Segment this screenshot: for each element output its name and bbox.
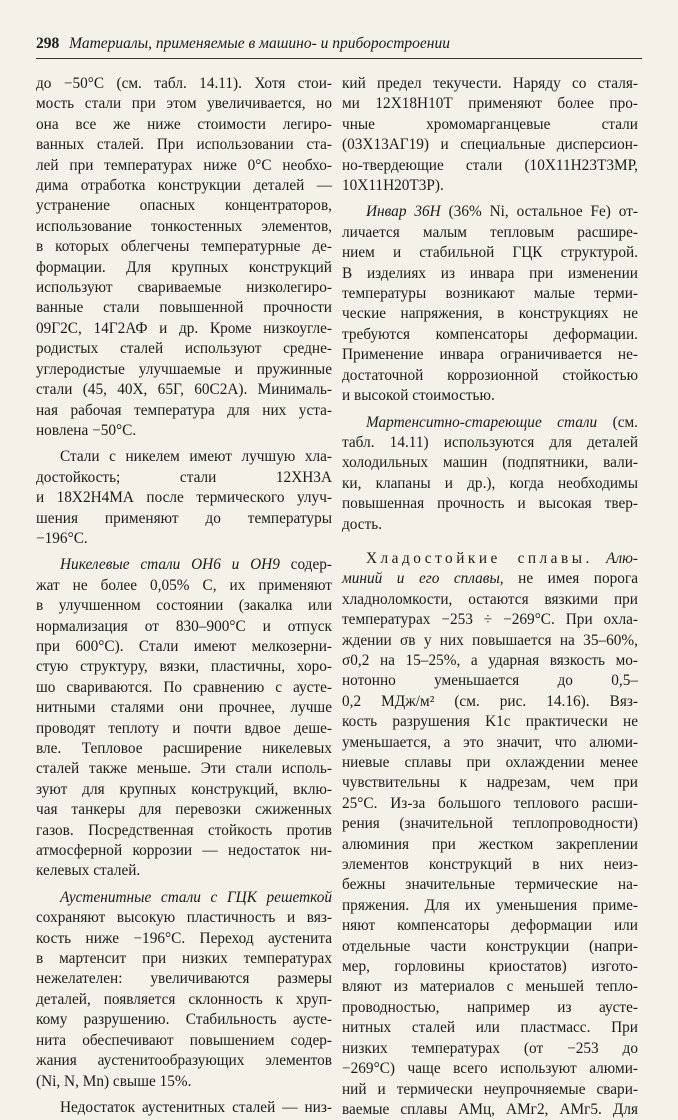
term-invar: Инвар 36Н bbox=[366, 203, 441, 221]
text-line: кому разрушению. Стабильность аусте- bbox=[36, 1011, 332, 1029]
paragraph-first-line: Инвар 36Н (36% Ni, остальное Fe) от- bbox=[366, 203, 639, 221]
text-line: Недостаток аустенитных сталей — низ- bbox=[60, 1098, 332, 1116]
text-line: и 18Х2Н4МА после термического улуч- bbox=[36, 489, 332, 507]
text-line: чные хромомарганцевые стали bbox=[342, 115, 638, 133]
text-line: сталей также меньше. Эти стали исполь- bbox=[36, 760, 332, 778]
paragraph-maraging bbox=[342, 413, 638, 535]
term-aluminium: Алю- bbox=[606, 549, 638, 567]
text-line: 09Г2С, 14Г2АФ и др. Кроме низкоугле- bbox=[36, 319, 332, 337]
paragraph-first-line: Мартенситно-стареющие стали (см. bbox=[366, 413, 638, 431]
text-line: в мартенсит при низких температурах bbox=[36, 950, 332, 968]
text-line: при 600°C). Стали имеют мелкозерни- bbox=[36, 637, 332, 655]
text-line: дость. bbox=[342, 515, 383, 533]
text-line: (03Х13АГ19) и специальные дисперсион- bbox=[342, 136, 638, 154]
text-line: новлена −50°C. bbox=[36, 421, 137, 439]
section-heading: Хладостойкие сплавы. bbox=[366, 549, 593, 567]
text-line: жат не более 0,05% C, их применяют bbox=[36, 576, 332, 594]
text-line: в которых облегчены температурные де- bbox=[36, 238, 332, 256]
text-line: (Ni, N, Mn) свыше 15%. bbox=[36, 1072, 192, 1090]
text-line: чувствительны к надрезам, чем при bbox=[342, 774, 638, 792]
text-line: ний и термически неупрочняемые свари- bbox=[342, 1080, 638, 1098]
text-line: уменьшается, а это значит, что алюми- bbox=[342, 733, 638, 751]
text-line: нитных сталей или пластмасс. При bbox=[342, 1019, 638, 1037]
text-line: бежны значительные термические на- bbox=[342, 876, 638, 894]
text-line: нотонно уменьшается до 0,5– bbox=[342, 672, 638, 690]
text-line: нита обеспечивают повышением содер- bbox=[36, 1031, 332, 1049]
text-line: рения (значительной теплопроводности) bbox=[342, 815, 638, 833]
text-line: личается малым тепловым расшире- bbox=[342, 223, 638, 241]
text-line: углеродистые улучшаемые и пружинные bbox=[36, 360, 332, 378]
section-heading-line bbox=[342, 549, 638, 569]
text-line: проводят теплоту и почти вдвое деше- bbox=[36, 719, 332, 737]
term-maraging: Мартенситно-стареющие стали bbox=[366, 413, 598, 431]
header-rule bbox=[36, 58, 642, 59]
text-line: нием и стабильной ГЦК структурой. bbox=[342, 244, 638, 262]
text-line: стали (45, 40Х, 65Г, 60С2А). Минималь- bbox=[36, 381, 332, 399]
text-line: ваемые сплавы АМц, АМг2, АМг5. Для bbox=[342, 1100, 638, 1118]
page-number: 298 bbox=[36, 35, 60, 52]
running-title: Материалы, применяемые в машино- и приборостроении bbox=[69, 35, 450, 52]
text-line: до −50°C (см. табл. 14.11). Хотя стои- bbox=[36, 75, 332, 92]
text-line: температуры возникают малые терми- bbox=[342, 285, 638, 303]
text-line: достаточной коррозионной стойкостью bbox=[342, 366, 638, 384]
text-line: проводностью, например из аусте- bbox=[342, 998, 638, 1016]
text-line: лей при температурах ниже 0°C необхо- bbox=[36, 156, 332, 174]
text-line: В изделиях из инвара при изменении bbox=[342, 264, 638, 282]
text-line: элементов конструкций в них неиз- bbox=[342, 856, 638, 874]
text-line: повышенная прочность и высокая твер- bbox=[342, 495, 638, 513]
text-line: жания аустенитообразующих элементов bbox=[36, 1052, 332, 1070]
paragraph-body bbox=[36, 908, 332, 1092]
text-line: табл. 14.11) используются для деталей bbox=[342, 433, 638, 451]
text-line: отдельные части конструкции (напри- bbox=[342, 937, 638, 955]
text-line: чая танкеры для перевозки сжиженных bbox=[36, 801, 332, 819]
text-line: родистых сталей используют средне- bbox=[36, 340, 332, 358]
text-line: стую структуру, вязки, пластичны, хоро- bbox=[36, 658, 332, 676]
text-line: алюминия при жестком закреплении bbox=[342, 835, 638, 853]
section-cryogenic-alloys bbox=[342, 549, 638, 1120]
text-line: 25°C. Из-за большого теплового расши- bbox=[342, 794, 638, 812]
paragraph-line: миний и его сплавы, не имея порога bbox=[342, 570, 638, 588]
text-line: используют свариваемые низколегиро- bbox=[36, 279, 332, 297]
paragraph-intro bbox=[36, 74, 332, 441]
text-line: устранение опасных концентраторов, bbox=[36, 197, 332, 215]
page-header bbox=[36, 34, 644, 54]
text-line: ная рабочая температура для них уста- bbox=[36, 401, 332, 419]
paragraph-nickel-steels bbox=[36, 447, 332, 549]
text-line: шения применяют до температуры bbox=[36, 509, 332, 527]
text-line: кость разрушения K1c практически не bbox=[342, 713, 638, 731]
text-line: Стали с никелем имеют лучшую хла- bbox=[60, 448, 332, 466]
text-line: хладноломкости, остаются вязкими при bbox=[342, 590, 638, 608]
text-line: зуют для крупных конструкций, вклю- bbox=[36, 780, 332, 798]
text-line: но-твердеющие стали (10Х11Н23Т3МР, bbox=[342, 156, 638, 174]
text-line: мер, горловины криостатов) изгото- bbox=[342, 958, 638, 976]
text-line: низких температурах (от −253 до bbox=[342, 1039, 638, 1057]
paragraph-body bbox=[342, 590, 638, 1120]
text-line: достойкость; стали 12ХН3А bbox=[36, 468, 332, 486]
text-line: Применение инвара ограничивается не- bbox=[342, 346, 638, 364]
text-line: пряжения. Для их уменьшения приме- bbox=[342, 896, 638, 914]
text-line: −196°C. bbox=[36, 529, 88, 547]
term-austenitic: Аустенитные стали с ГЦК решеткой bbox=[60, 888, 332, 906]
paragraph-body bbox=[36, 576, 332, 882]
text-line: она все же ниже стоимости легиро- bbox=[36, 115, 332, 133]
term-on6-on9: Никелевые стали ОН6 и ОН9 bbox=[60, 556, 280, 574]
text-line: нитными сталями они прочнее, лучше bbox=[36, 699, 332, 717]
text-line: сохраняют высокую пластичность и вяз- bbox=[36, 909, 332, 927]
text-line: −269°C) чаще всего используют алюми- bbox=[342, 1060, 638, 1078]
text-line: атмосферной коррозии — недостаток ни- bbox=[36, 842, 332, 860]
text-line: 0,2 МДж/м² (см. рис. 14.16). Вяз- bbox=[342, 692, 638, 710]
text-line: в улучшенном состоянии (закалка или bbox=[36, 597, 332, 615]
text-line: газов. Посредственная стойкость против bbox=[36, 821, 332, 839]
text-line: мость стали при этом увеличивается, но bbox=[36, 95, 332, 113]
text-line: ванные стали повышенной прочности bbox=[36, 299, 332, 317]
left-column bbox=[36, 74, 332, 1118]
paragraph-on6-on9 bbox=[36, 555, 332, 882]
text-line: формации. Для крупных конструкций bbox=[36, 258, 332, 276]
text-line: нежелателен: увеличиваются размеры bbox=[36, 970, 332, 988]
text-line: температурах −253 ÷ −269°C. При охла- bbox=[342, 611, 638, 629]
text-line: и высокой стоимостью. bbox=[342, 387, 495, 405]
text-line: требуются компенсаторы деформации. bbox=[342, 325, 638, 343]
text-line: ми 12Х18Н10Т применяют более про- bbox=[342, 95, 638, 113]
text-line: ки, клапаны и др.), когда необходимы bbox=[342, 474, 638, 492]
paragraph-austenitic bbox=[36, 888, 332, 1092]
paragraph-drawback bbox=[36, 1098, 332, 1118]
text-line: ниевые сплавы при охлаждении менее bbox=[342, 754, 638, 771]
text-line: вляют из материалов с меньшей тепло- bbox=[342, 978, 638, 996]
text-line: холодильных машин (подпятники, вали- bbox=[342, 454, 638, 472]
text-line: кий предел текучести. Наряду со сталя- bbox=[342, 75, 638, 92]
paragraph-body bbox=[342, 433, 638, 535]
text-line: дима отработка конструкции деталей — bbox=[36, 177, 332, 195]
paragraph-first-line: Никелевые стали ОН6 и ОН9 содер- bbox=[60, 556, 332, 574]
text-line: ческие напряжения, в конструкциях не bbox=[342, 305, 638, 323]
right-column bbox=[342, 74, 638, 1120]
text-line: кость ниже −196°C. Переход аустенита bbox=[36, 929, 332, 947]
text-line: 10Х11Н20Т3Р). bbox=[342, 177, 444, 195]
paragraph-first-line bbox=[36, 888, 332, 908]
text-line: няют компенсаторы деформации или bbox=[342, 917, 638, 935]
paragraph-body bbox=[342, 223, 638, 407]
text-line: ванных сталей. При использовании ста- bbox=[36, 136, 332, 154]
text-line: шо свариваются. По сравнению с аусте- bbox=[36, 678, 332, 696]
text-line: вле. Тепловое расширение никелевых bbox=[36, 740, 332, 757]
text-line: деталей, появляется склонность к хруп- bbox=[36, 990, 332, 1008]
text-line: нормализация от 830–900°C и отпуск bbox=[36, 617, 332, 635]
paragraph-continuation bbox=[342, 74, 638, 196]
text-line: келевых сталей. bbox=[36, 862, 141, 880]
text-line: ждении σв у них повышается на 35–60%, bbox=[342, 631, 638, 649]
text-line: σ0,2 на 15–25%, а ударная вязкость мо- bbox=[342, 651, 638, 669]
text-line: использование тонкостенных элементов, bbox=[36, 217, 332, 235]
paragraph-invar bbox=[342, 202, 638, 406]
